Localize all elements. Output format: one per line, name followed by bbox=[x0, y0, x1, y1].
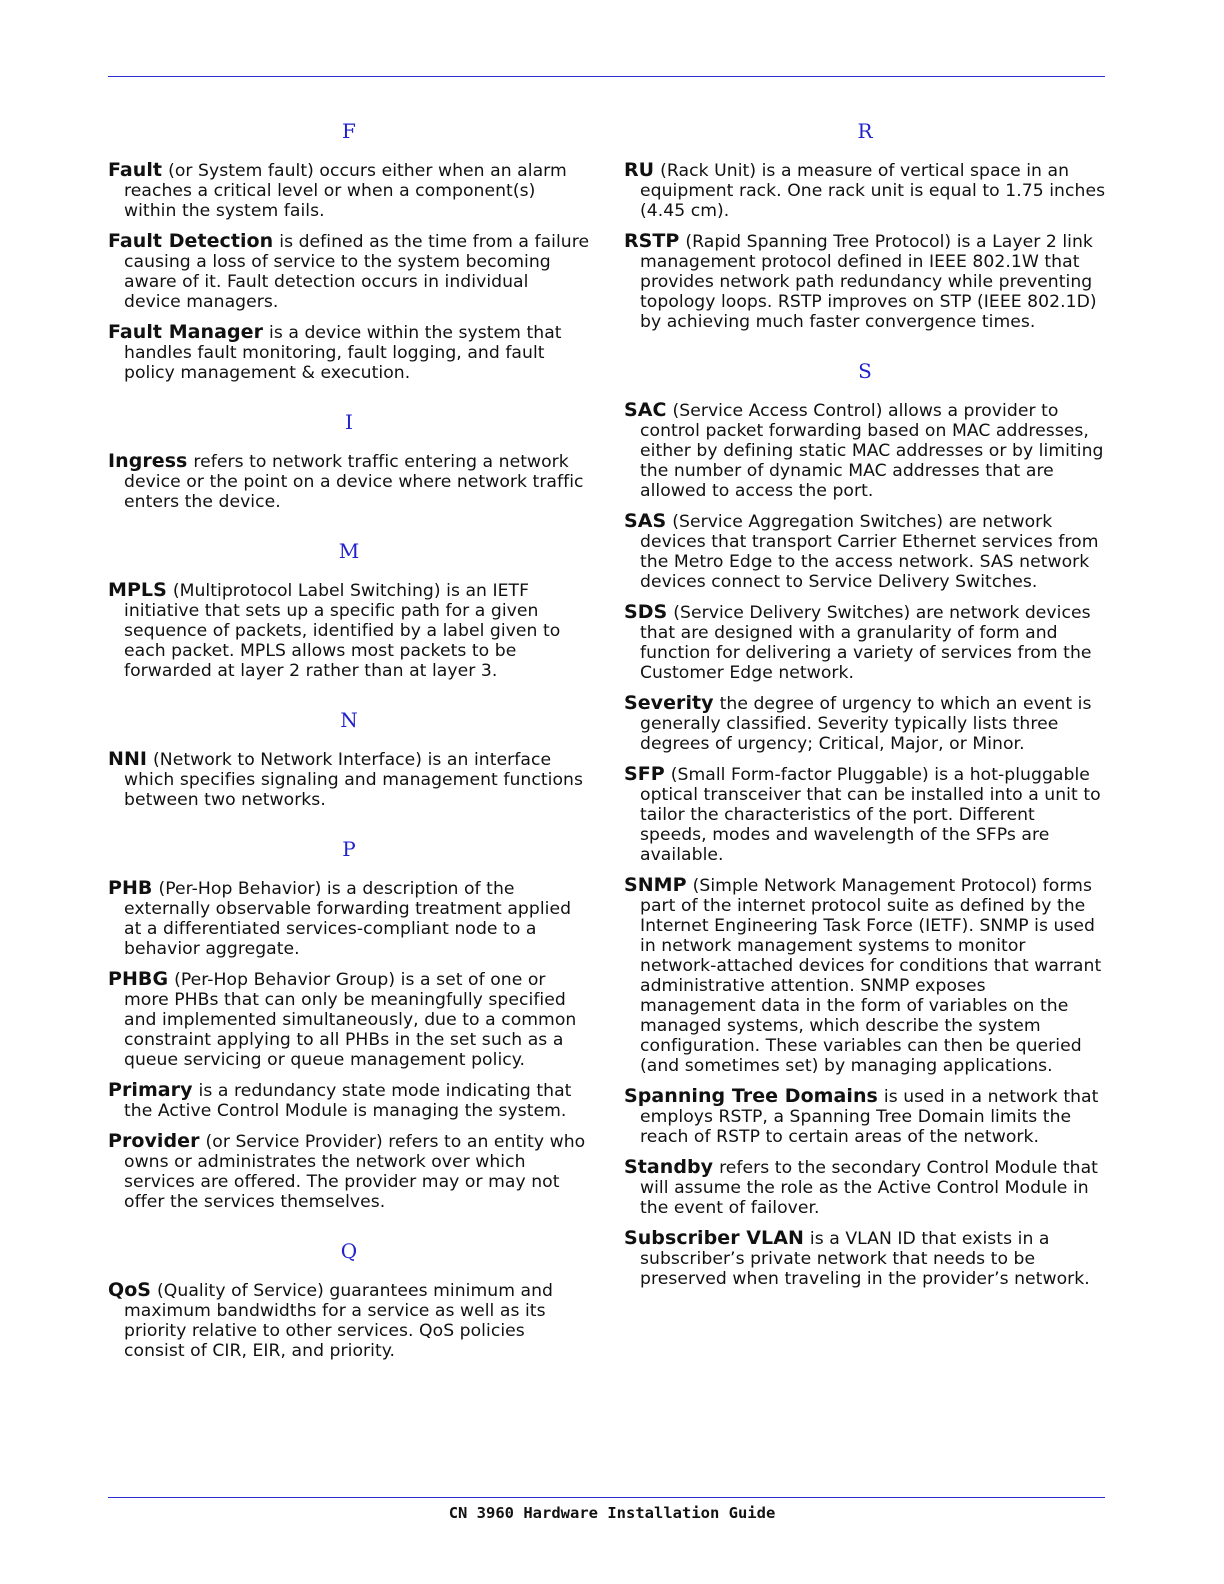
glossary-entry-nni bbox=[108, 749, 590, 810]
glossary-section-n bbox=[108, 707, 590, 810]
glossary-definition: (Quality of Service) guarantees minimum and maximum bandwidths for a service as well as its priority relative to other services. QoS policies consist of CIR, EIR, and priority. bbox=[124, 1281, 553, 1361]
glossary-entry-primary bbox=[108, 1080, 590, 1121]
glossary-term: Fault Detection bbox=[108, 230, 274, 252]
glossary-entry-subscriber-vlan bbox=[624, 1228, 1106, 1289]
glossary-definition: (Service Access Control) allows a provider to control packet forwarding based on MAC addresses, either by defining static MAC addresses or by limiting the number of dynamic MAC addresses that are allowed to access the port. bbox=[640, 401, 1104, 501]
glossary-definition: (Rack Unit) is a measure of vertical space in an equipment rack. One rack unit is equal to 1.75 inches (4.45 cm). bbox=[640, 161, 1106, 221]
glossary-term: Fault bbox=[108, 159, 163, 181]
glossary-term: QoS bbox=[108, 1279, 152, 1301]
glossary-term: PHBG bbox=[108, 968, 169, 990]
glossary-definition: (Per-Hop Behavior) is a description of the externally observable forwarding treatment applied at a differentiated services-compliant node to a behavior aggregate. bbox=[124, 879, 572, 959]
glossary-term: PHB bbox=[108, 877, 153, 899]
glossary-term: Subscriber VLAN bbox=[624, 1227, 804, 1249]
glossary-definition: (or System fault) occurs either when an alarm reaches a critical level or when a component(s) within the system fails. bbox=[124, 161, 567, 221]
glossary-left-column bbox=[108, 118, 590, 1371]
glossary-entry-phb bbox=[108, 878, 590, 959]
footer-title: CN 3960 Hardware Installation Guide bbox=[448, 1504, 776, 1522]
glossary-term: SFP bbox=[624, 763, 665, 785]
section-letter: S bbox=[858, 359, 872, 383]
section-letter: R bbox=[857, 119, 873, 143]
glossary-entry-rstp bbox=[624, 231, 1106, 332]
glossary-definition: (Rapid Spanning Tree Protocol) is a Layer 2 link management protocol defined in IEEE 802.1W that provides network path redundancy while preventing topology loops. RSTP improves on STP (IEEE 802.1D) by achieving much faster convergence times. bbox=[640, 232, 1097, 332]
glossary-term: Primary bbox=[108, 1079, 193, 1101]
glossary-entry-ingress bbox=[108, 451, 590, 512]
glossary-definition: is used in a network that employs RSTP, a Spanning Tree Domain limits the reach of RSTP to certain areas of the network. bbox=[640, 1087, 1099, 1147]
glossary-entry-sas bbox=[624, 511, 1106, 592]
glossary-section-i bbox=[108, 409, 590, 512]
glossary-definition: (Per-Hop Behavior Group) is a set of one or more PHBs that can only be meaningfully specified and implemented simultaneously, due to a common constraint applying to all PHBs in the set such as a queue servicing or queue management policy. bbox=[124, 970, 577, 1070]
glossary-definition: (or Service Provider) refers to an entity who owns or administrates the network over which services are offered. The provider may or may not offer the services themselves. bbox=[124, 1132, 586, 1212]
section-letter: N bbox=[340, 708, 358, 732]
glossary-definition: refers to the secondary Control Module that will assume the role as the Active Control Module in the event of failover. bbox=[640, 1158, 1098, 1218]
glossary-term: Ingress bbox=[108, 450, 188, 472]
glossary-entry-snmp bbox=[624, 875, 1106, 1076]
glossary-term: SDS bbox=[624, 601, 668, 623]
glossary-entry-fault-detection bbox=[108, 231, 590, 312]
glossary-definition: is a VLAN ID that exists in a subscriber’s private network that needs to be preserved when traveling in the provider’s network. bbox=[640, 1229, 1090, 1289]
glossary-entry-fault-manager bbox=[108, 322, 590, 383]
glossary-term: RSTP bbox=[624, 230, 680, 252]
glossary-entry-fault bbox=[108, 160, 590, 221]
glossary-definition: (Multiprotocol Label Switching) is an IETF initiative that sets up a specific path for a given sequence of packets, identified by a label given to each packet. MPLS allows most packets to be forwarded at layer 2 rather than at layer 3. bbox=[124, 581, 561, 681]
footer-rule bbox=[108, 1497, 1105, 1498]
glossary-term: NNI bbox=[108, 748, 148, 770]
glossary-entry-spanning-tree-domains bbox=[624, 1086, 1106, 1147]
glossary-term: Severity bbox=[624, 692, 714, 714]
glossary-definition: (Network to Network Interface) is an interface which specifies signaling and management functions between two networks. bbox=[124, 750, 583, 810]
glossary-section-r bbox=[624, 118, 1106, 332]
glossary-term: Standby bbox=[624, 1156, 714, 1178]
glossary-definition: (Small Form-factor Pluggable) is a hot-pluggable optical transceiver that can be installed into a unit to tailor the characteristics of the port. Different speeds, modes and wavelength of the SFPs are available. bbox=[640, 765, 1101, 865]
glossary-term: Spanning Tree Domains bbox=[624, 1085, 878, 1107]
glossary-section-m bbox=[108, 538, 590, 681]
glossary-entry-ru bbox=[624, 160, 1106, 221]
glossary-term: SNMP bbox=[624, 874, 687, 896]
glossary-definition: (Service Aggregation Switches) are network devices that transport Carrier Ethernet services from the Metro Edge to the access network. SAS network devices connect to Service Delivery Switches. bbox=[640, 512, 1099, 592]
glossary-term: SAS bbox=[624, 510, 667, 532]
glossary-entry-sfp bbox=[624, 764, 1106, 865]
section-letter: M bbox=[338, 539, 360, 563]
glossary-entry-severity bbox=[624, 693, 1106, 754]
glossary-entry-provider bbox=[108, 1131, 590, 1212]
glossary-definition: (Service Delivery Switches) are network devices that are designed with a granularity of form and function for delivering a variety of services from the Customer Edge network. bbox=[640, 603, 1092, 683]
glossary-section-f bbox=[108, 118, 590, 383]
section-letter: Q bbox=[340, 1239, 358, 1263]
glossary-entry-qos bbox=[108, 1280, 590, 1361]
glossary-section-s bbox=[624, 358, 1106, 1289]
glossary-term: RU bbox=[624, 159, 655, 181]
glossary-entry-standby bbox=[624, 1157, 1106, 1218]
glossary-entry-sds bbox=[624, 602, 1106, 683]
glossary-term: SAC bbox=[624, 399, 667, 421]
glossary-section-q bbox=[108, 1238, 590, 1361]
glossary-definition: is a device within the system that handles fault monitoring, fault logging, and fault policy management & execution. bbox=[124, 323, 562, 383]
header-rule bbox=[108, 76, 1105, 77]
glossary-definition: is a redundancy state mode indicating that the Active Control Module is managing the system. bbox=[124, 1081, 572, 1121]
glossary-entry-mpls bbox=[108, 580, 590, 681]
glossary-term: Fault Manager bbox=[108, 321, 264, 343]
glossary-definition: the degree of urgency to which an event is generally classified. Severity typically lists three degrees of urgency; Critical, Major, or Minor. bbox=[640, 694, 1092, 754]
glossary-entry-phbg bbox=[108, 969, 590, 1070]
glossary-section-p bbox=[108, 836, 590, 1212]
glossary-definition: (Simple Network Management Protocol) forms part of the internet protocol suite as defined by the Internet Engineering Task Force (IETF). SNMP is used in network management systems to monitor network-attached devices for conditions that warrant administrative attention. SNMP exposes management data in the form of variables on the managed systems, which describe the system configuration. These variables can then be queried (and sometimes set) by managing applications. bbox=[640, 876, 1102, 1076]
glossary-term: MPLS bbox=[108, 579, 167, 601]
section-letter: F bbox=[342, 119, 356, 143]
section-letter: P bbox=[342, 837, 356, 861]
glossary-term: Provider bbox=[108, 1130, 200, 1152]
glossary-right-column bbox=[624, 118, 1106, 1299]
glossary-definition: refers to network traffic entering a network device or the point on a device where network traffic enters the device. bbox=[124, 452, 584, 512]
glossary-entry-sac bbox=[624, 400, 1106, 501]
glossary-definition: is defined as the time from a failure causing a loss of service to the system becoming aware of it. Fault detection occurs in individual device managers. bbox=[124, 232, 590, 312]
section-letter: I bbox=[345, 410, 353, 434]
